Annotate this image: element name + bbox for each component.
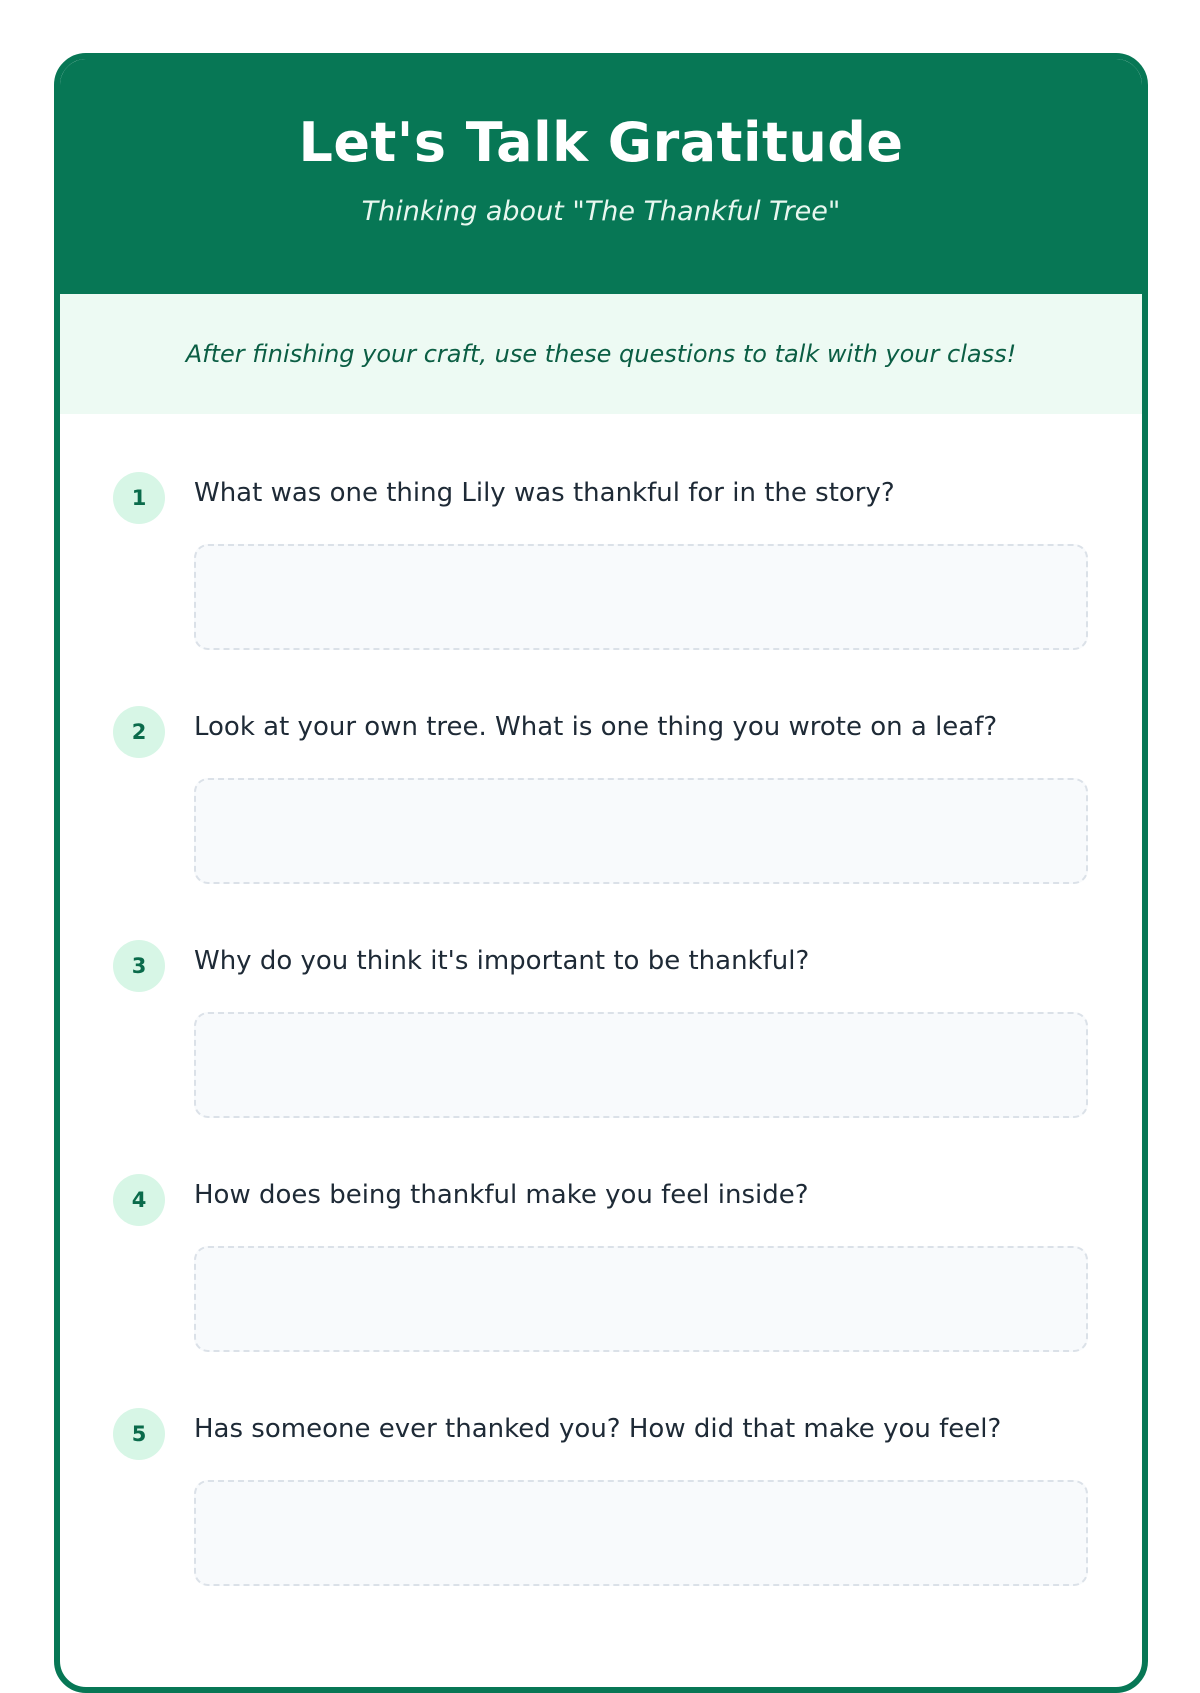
worksheet-header	[60, 59, 1142, 294]
worksheet-card	[54, 53, 1148, 1693]
question-number-badge: 1	[113, 472, 165, 524]
question-item	[60, 1408, 1142, 1642]
question-number-badge: 3	[113, 940, 165, 992]
page-subtitle: Thinking about "The Thankful Tree"	[361, 196, 841, 227]
question-text: Has someone ever thanked you? How did that make you feel?	[194, 1414, 1002, 1444]
answer-box[interactable]	[194, 1480, 1088, 1586]
answer-box[interactable]	[194, 544, 1088, 650]
question-text: Why do you think it's important to be thankful?	[194, 946, 810, 976]
question-item	[60, 940, 1142, 1174]
question-number-badge: 2	[113, 706, 165, 758]
answer-box[interactable]	[194, 1012, 1088, 1118]
question-list	[60, 414, 1142, 1642]
question-number-badge: 4	[113, 1174, 165, 1226]
question-text: Look at your own tree. What is one thing you wrote on a leaf?	[194, 712, 998, 742]
question-item	[60, 472, 1142, 706]
question-number-badge: 5	[113, 1408, 165, 1460]
answer-box[interactable]	[194, 778, 1088, 884]
question-item	[60, 706, 1142, 940]
question-text: What was one thing Lily was thankful for in the story?	[194, 478, 895, 508]
intro-text: After finishing your craft, use these questions to talk with your class!	[185, 340, 1017, 368]
question-text: How does being thankful make you feel inside?	[194, 1180, 809, 1210]
page-title: Let's Talk Gratitude	[298, 111, 904, 174]
intro-banner	[60, 294, 1142, 414]
answer-box[interactable]	[194, 1246, 1088, 1352]
question-item	[60, 1174, 1142, 1408]
